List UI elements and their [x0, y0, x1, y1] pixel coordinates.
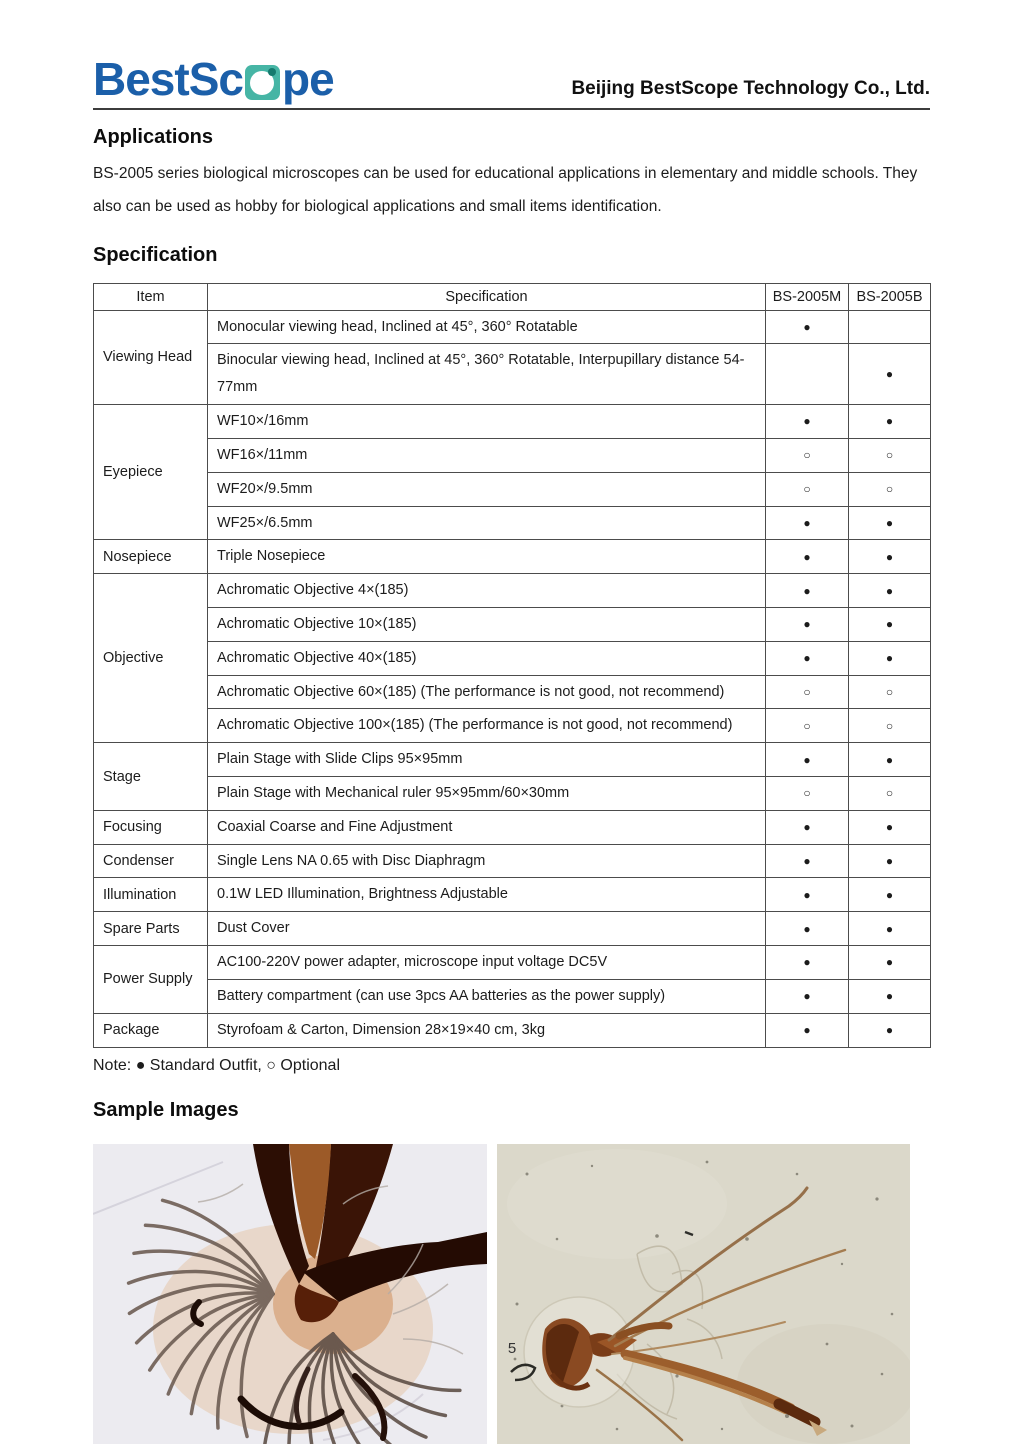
table-row	[94, 405, 931, 439]
spec-text: Achromatic Objective 60×(185) (The performance is not good, not recommend)	[208, 675, 766, 709]
b-marker: ●	[849, 844, 931, 878]
col-header-2005b: BS-2005B	[849, 283, 931, 310]
item-package: Package	[94, 1013, 208, 1047]
table-row	[94, 1013, 931, 1047]
table-row	[94, 472, 931, 506]
logo-lens-icon	[245, 65, 280, 100]
table-row	[94, 438, 931, 472]
applications-paragraph: BS-2005 series biological microscopes can be used for educational applications in elementary and middle schools. They also can be used as hobby for biological applications and small items identification.	[93, 165, 918, 216]
table-row	[94, 506, 931, 540]
spec-text: Plain Stage with Mechanical ruler 95×95mm/60×30mm	[208, 777, 766, 811]
table-row	[94, 709, 931, 743]
table-row	[94, 979, 931, 1013]
sample-image-fly-proboscis	[93, 1144, 487, 1444]
table-row	[94, 844, 931, 878]
spec-text: Achromatic Objective 100×(185) (The performance is not good, not recommend)	[208, 709, 766, 743]
m-marker: ●	[766, 946, 849, 980]
b-marker: ●	[849, 540, 931, 574]
b-marker: ●	[849, 878, 931, 912]
m-marker: ○	[766, 472, 849, 506]
m-marker: ●	[766, 310, 849, 344]
m-marker: ●	[766, 810, 849, 844]
m-marker: ○	[766, 777, 849, 811]
col-header-2005m: BS-2005M	[766, 283, 849, 310]
spec-text: Achromatic Objective 10×(185)	[208, 607, 766, 641]
table-header-row	[94, 283, 931, 310]
b-marker: ●	[849, 1013, 931, 1047]
b-marker: ●	[849, 743, 931, 777]
item-eyepiece: Eyepiece	[94, 405, 208, 540]
m-marker: ●	[766, 1013, 849, 1047]
table-row	[94, 675, 931, 709]
spec-text: 0.1W LED Illumination, Brightness Adjustable	[208, 878, 766, 912]
item-viewing-head: Viewing Head	[94, 310, 208, 404]
col-header-item: Item	[94, 283, 208, 310]
table-row	[94, 540, 931, 574]
spec-text: Achromatic Objective 40×(185)	[208, 641, 766, 675]
specification-heading: Specification	[93, 243, 218, 266]
sample-image-mosquito-head	[497, 1144, 910, 1444]
item-focusing: Focusing	[94, 810, 208, 844]
specification-table	[93, 283, 931, 1048]
b-marker: ●	[849, 574, 931, 608]
spec-text: WF10×/16mm	[208, 405, 766, 439]
b-marker	[849, 310, 931, 344]
applications-heading: Applications	[93, 126, 214, 148]
m-marker: ●	[766, 844, 849, 878]
spec-text: Plain Stage with Slide Clips 95×95mm	[208, 743, 766, 777]
spec-text: Monocular viewing head, Inclined at 45°, 360° Rotatable	[208, 310, 766, 344]
b-marker: ●	[849, 607, 931, 641]
m-marker	[766, 344, 849, 405]
table-row	[94, 607, 931, 641]
m-marker: ●	[766, 607, 849, 641]
spec-text: Triple Nosepiece	[208, 540, 766, 574]
item-objective: Objective	[94, 574, 208, 743]
spec-text: AC100-220V power adapter, microscope input voltage DC5V	[208, 946, 766, 980]
item-power-supply: Power Supply	[94, 946, 208, 1014]
table-row	[94, 810, 931, 844]
b-marker: ○	[849, 777, 931, 811]
b-marker: ○	[849, 472, 931, 506]
table-row	[94, 946, 931, 980]
table-row	[94, 641, 931, 675]
company-name: Beijing BestScope Technology Co., Ltd.	[571, 78, 930, 99]
item-condenser: Condenser	[94, 844, 208, 878]
b-marker: ●	[849, 979, 931, 1013]
m-marker: ○	[766, 709, 849, 743]
spec-text: Achromatic Objective 4×(185)	[208, 574, 766, 608]
spec-text: WF20×/9.5mm	[208, 472, 766, 506]
spec-text: Single Lens NA 0.65 with Disc Diaphragm	[208, 844, 766, 878]
sample-images-heading: Sample Images	[93, 1098, 239, 1121]
spec-text: WF25×/6.5mm	[208, 506, 766, 540]
table-row	[94, 574, 931, 608]
bestscope-logo	[93, 53, 334, 105]
m-marker: ●	[766, 878, 849, 912]
sample-images-row	[93, 1144, 930, 1444]
b-marker: ○	[849, 675, 931, 709]
spec-text: WF16×/11mm	[208, 438, 766, 472]
table-row	[94, 878, 931, 912]
b-marker: ●	[849, 641, 931, 675]
spec-text: Binocular viewing head, Inclined at 45°, 360° Rotatable, Interpupillary distance 54-77mm	[208, 344, 766, 405]
m-marker: ●	[766, 405, 849, 439]
m-marker: ○	[766, 675, 849, 709]
b-marker: ○	[849, 709, 931, 743]
m-marker: ●	[766, 574, 849, 608]
spec-text: Coaxial Coarse and Fine Adjustment	[208, 810, 766, 844]
m-marker: ●	[766, 979, 849, 1013]
spec-text: Dust Cover	[208, 912, 766, 946]
table-row	[94, 344, 931, 405]
m-marker: ●	[766, 641, 849, 675]
item-nosepiece: Nosepiece	[94, 540, 208, 574]
table-note: Note: ● Standard Outfit, ○ Optional	[93, 1056, 341, 1074]
b-marker: ○	[849, 438, 931, 472]
page-header	[93, 53, 930, 110]
b-marker: ●	[849, 810, 931, 844]
m-marker: ●	[766, 506, 849, 540]
m-marker: ●	[766, 743, 849, 777]
b-marker: ●	[849, 506, 931, 540]
table-row	[94, 743, 931, 777]
b-marker: ●	[849, 405, 931, 439]
item-illumination: Illumination	[94, 878, 208, 912]
col-header-spec: Specification	[208, 283, 766, 310]
table-row	[94, 310, 931, 344]
table-row	[94, 777, 931, 811]
lens-dot	[268, 68, 276, 76]
b-marker: ●	[849, 946, 931, 980]
item-stage: Stage	[94, 743, 208, 811]
spec-text: Styrofoam & Carton, Dimension 28×19×40 cm, 3kg	[208, 1013, 766, 1047]
table-row	[94, 912, 931, 946]
item-spare-parts: Spare Parts	[94, 912, 208, 946]
m-marker: ○	[766, 438, 849, 472]
b-marker: ●	[849, 912, 931, 946]
b-marker: ●	[849, 344, 931, 405]
m-marker: ●	[766, 540, 849, 574]
logo-text-right: pe	[281, 53, 334, 105]
page-number: 5	[507, 1340, 517, 1357]
m-marker: ●	[766, 912, 849, 946]
logo-text-left: BestSc	[93, 53, 243, 105]
spec-text: Battery compartment (can use 3pcs AA batteries as the power supply)	[208, 979, 766, 1013]
